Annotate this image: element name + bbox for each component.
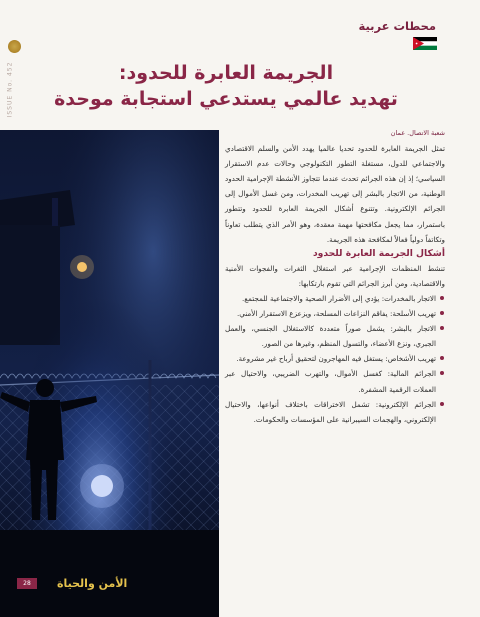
list-item: تهريب الأسلحة: يفاقم النزاعات المسلحة، ويزعزع الاستقرار الأمني. (225, 306, 445, 321)
title-line-1: الجريمة العابرة للحدود: (118, 62, 334, 84)
section-heading: أشكال الجريمة العابرة للحدود (312, 247, 445, 259)
page-number: 28 (17, 578, 37, 589)
intro-paragraph: تمثل الجريمة العابرة للحدود تحديا عالميا يهدد الأمن والسلم الاقتصادي والاجتماعي للدول، مستغلة التطور التكنولوجي وحالات عدم الاستقرار السياسي؛ إذ إن هذه الجرائم تحدث عندما تتجاوز الأنشطة الإجرامية الحدود الوطنية، من الاتجار بالبشر إلى تهريب المخدرات، ومن غسل الأموال إلى الجرائم الإلكترونية. وتتنوع أشكال الجريمة العابرة للحدود وتتطور باستمرار، مما يجعل مكافحتها مهمة معقدة، وهو الأمر الذي يتطلب تعاوناً وتكاتفاً دولياً فعالاً لمكافحة هذه الجريمة. (225, 144, 445, 244)
list-item: الجرائم الإلكترونية: تشمل الاختراقات باختلاف أنواعها، والاحتيال الإلكتروني، والهجمات السيبرانية على المؤسسات والحكومات. (225, 397, 445, 427)
article-photo (0, 130, 219, 617)
jordan-flag-icon (413, 37, 437, 50)
article-body (225, 126, 445, 427)
bullet-icon (440, 371, 444, 375)
emblem-icon (8, 40, 21, 53)
forms-intro: تنشط المنظمات الإجرامية عبر استغلال الثغرات والفجوات الأمنية والاقتصادية، ومن أبرز الجرائم التي تقوم بارتكابها: (225, 263, 445, 288)
issue-number: ISSUE No. 452 (6, 61, 14, 118)
title-line-2: تهديد عالمي يستدعي استجابة موحدة (54, 88, 398, 110)
byline: شعبة الاتصال. عمان (390, 129, 445, 137)
section-label: محطات عربية (358, 19, 436, 33)
article-title (16, 60, 436, 112)
bullet-icon (440, 402, 444, 406)
list-item: الاتجار بالمخدرات: يؤدي إلى الأضرار الصحية والاجتماعية للمجتمع. (225, 291, 445, 306)
list-item: تهريب الأشخاص: يستغل فيه المهاجرون لتحقيق أرباح غير مشروعة. (225, 351, 445, 366)
bullet-icon (440, 296, 444, 300)
bullet-icon (440, 356, 444, 360)
crime-forms-list (225, 291, 445, 427)
list-item: الجرائم المالية: كغسل الأموال، والتهرب الضريبي، والاحتيال عبر العملات الرقمية المشفرة. (225, 366, 445, 396)
list-item: الاتجار بالبشر: يشمل صوراً متعددة كالاستغلال الجنسي، والعمل الجبري، ونزع الأعضاء، والتسول المنظم، وغيرها من الصور. (225, 321, 445, 351)
bullet-icon (440, 326, 444, 330)
magazine-name: الأمن والحياة (57, 577, 128, 590)
bullet-icon (440, 311, 444, 315)
